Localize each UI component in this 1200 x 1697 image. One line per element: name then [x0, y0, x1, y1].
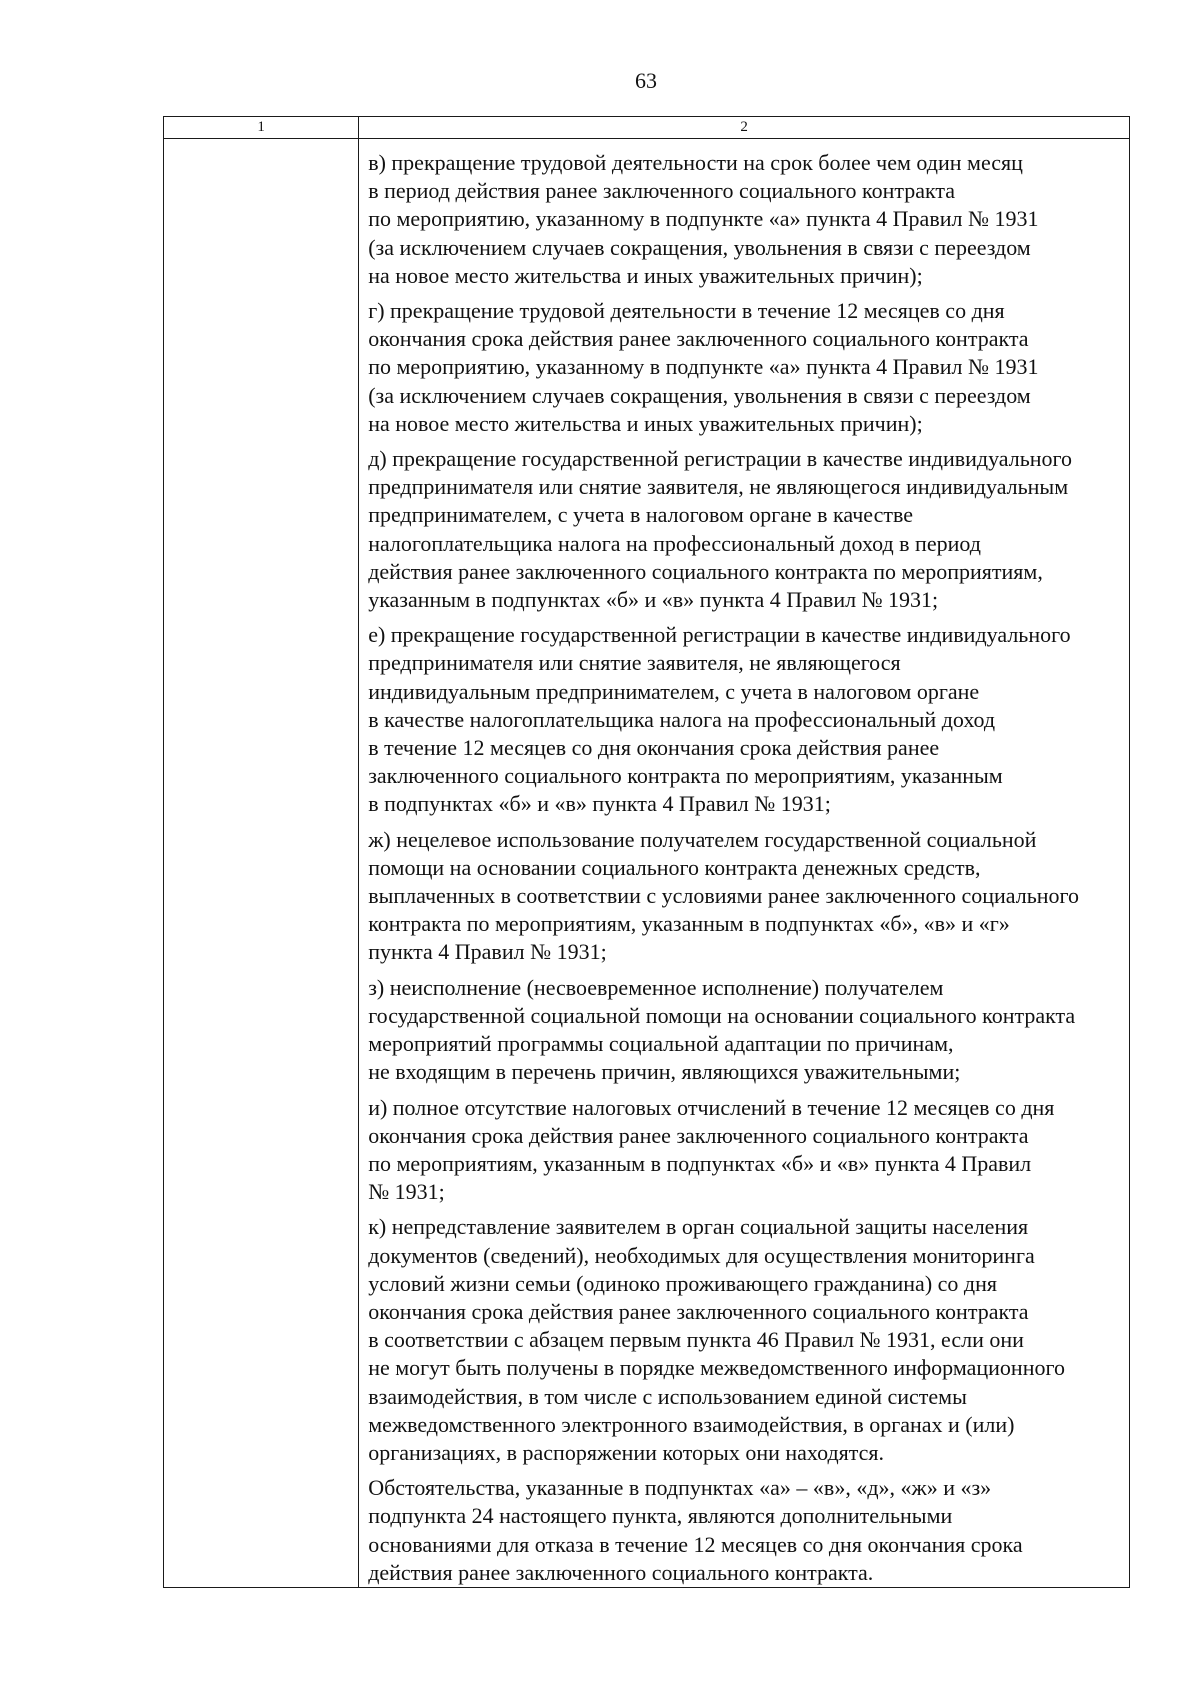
- text-line: основаниями для отказа в течение 12 месяцев со дня окончания срока: [368, 1531, 1023, 1557]
- text-line: к) непредставление заявителем в орган социальной защиты населения: [368, 1214, 1029, 1240]
- text-line: взаимодействия, в том числе с использованием единой системы: [368, 1383, 967, 1409]
- text-line: по мероприятиям, указанным в подпунктах «б» и «в» пункта 4 Правил: [368, 1150, 1032, 1176]
- text-line: мероприятий программы социальной адаптации по причинам,: [368, 1031, 954, 1057]
- text-line: подпункта 24 настоящего пункта, являются дополнительными: [368, 1503, 953, 1529]
- text-line: окончания срока действия ранее заключенного социального контракта: [368, 1122, 1029, 1148]
- text-line: е) прекращение государственной регистрации в качестве индивидуального: [368, 622, 1071, 648]
- text-line: помощи на основании социального контракта денежных средств,: [368, 854, 981, 880]
- text-line: на новое место жительства и иных уважительных причин);: [368, 410, 923, 436]
- closing-paragraph: [368, 1474, 1123, 1587]
- left-column-cell: [164, 139, 359, 1588]
- text-line: и) полное отсутствие налоговых отчислений в течение 12 месяцев со дня: [368, 1094, 1055, 1120]
- text-line: условий жизни семьи (одиноко проживающего гражданина) со дня: [368, 1270, 997, 1296]
- text-line: действия ранее заключенного социального контракта.: [368, 1559, 874, 1585]
- text-line: № 1931;: [368, 1179, 445, 1205]
- text-line: индивидуальным предпринимателем, с учета в налоговом органе: [368, 678, 980, 704]
- text-line: предпринимателем, с учета в налоговом органе в качестве: [368, 502, 914, 528]
- text-line: не могут быть получены в порядке межведомственного информационного: [368, 1355, 1065, 1381]
- text-line: предпринимателя или снятие заявителя, не являющегося индивидуальным: [368, 474, 1069, 500]
- text-line: по мероприятию, указанному в подпункте «а» пункта 4 Правил № 1931: [368, 206, 1039, 232]
- text-line: контракта по мероприятиям, указанным в подпунктах «б», «в» и «г»: [368, 911, 1010, 937]
- column-header-2: 2: [359, 117, 1130, 139]
- text-line: на новое место жительства и иных уважительных причин);: [368, 262, 923, 288]
- text-line: в качестве налогоплательщика налога на профессиональный доход: [368, 706, 996, 732]
- text-line: (за исключением случаев сокращения, увольнения в связи с переездом: [368, 382, 1031, 408]
- text-line: налогоплательщика налога на профессиональный доход в период: [368, 530, 981, 556]
- clause-d: [368, 445, 1123, 614]
- text-line: г) прекращение трудовой деятельности в течение 12 месяцев со дня: [368, 298, 1005, 324]
- text-line: документов (сведений), необходимых для осуществления мониторинга: [368, 1242, 1035, 1268]
- text-line: предпринимателя или снятие заявителя, не являющегося: [368, 650, 901, 676]
- table-header-row: [164, 117, 1130, 139]
- document-table: [163, 116, 1130, 1588]
- text-line: в подпунктах «б» и «в» пункта 4 Правил № 1931;: [368, 791, 831, 817]
- text-line: пункта 4 Правил № 1931;: [368, 939, 607, 965]
- text-line: в период действия ранее заключенного социального контракта: [368, 178, 956, 204]
- text-line: окончания срока действия ранее заключенного социального контракта: [368, 1298, 1029, 1324]
- clause-i: [368, 1094, 1123, 1207]
- clause-g: [368, 297, 1123, 438]
- clause-v: [368, 149, 1123, 290]
- clause-z: [368, 974, 1123, 1087]
- clause-k: [368, 1213, 1123, 1467]
- text-line: в) прекращение трудовой деятельности на срок более чем один месяц: [368, 150, 1023, 175]
- text-line: межведомственного электронного взаимодействия, в органах и (или): [368, 1411, 1015, 1437]
- text-line: организациях, в распоряжении которых они находятся.: [368, 1439, 885, 1465]
- text-line: заключенного социального контракта по мероприятиям, указанным: [368, 763, 1003, 789]
- page-number: 63: [635, 68, 657, 93]
- text-line: ж) нецелевое использование получателем государственной социальной: [368, 826, 1037, 852]
- text-line: д) прекращение государственной регистрации в качестве индивидуального: [368, 446, 1073, 472]
- text-line: действия ранее заключенного социального контракта по мероприятиям,: [368, 558, 1043, 584]
- table-row: [164, 139, 1130, 1588]
- text-line: указанным в подпунктах «б» и «в» пункта 4 Правил № 1931;: [368, 587, 939, 613]
- text-line: (за исключением случаев сокращения, увольнения в связи с переездом: [368, 234, 1031, 260]
- clause-zh: [368, 826, 1123, 967]
- clause-e: [368, 621, 1123, 818]
- text-line: государственной социальной помощи на основании социального контракта: [368, 1002, 1076, 1028]
- text-line: не входящим в перечень причин, являющихся уважительными;: [368, 1059, 961, 1085]
- right-column-cell: [359, 139, 1130, 1588]
- text-line: з) неисполнение (несвоевременное исполнение) получателем: [368, 974, 944, 1000]
- text-line: по мероприятию, указанному в подпункте «а» пункта 4 Правил № 1931: [368, 354, 1039, 380]
- text-line: Обстоятельства, указанные в подпунктах «а» – «в», «д», «ж» и «з»: [368, 1475, 992, 1501]
- column-header-1: 1: [164, 117, 359, 139]
- text-line: окончания срока действия ранее заключенного социального контракта: [368, 326, 1029, 352]
- text-line: в течение 12 месяцев со дня окончания срока действия ранее: [368, 735, 940, 761]
- text-line: в соответствии с абзацем первым пункта 46 Правил № 1931, если они: [368, 1327, 1024, 1353]
- text-line: выплаченных в соответствии с условиями ранее заключенного социального: [368, 883, 1079, 909]
- clauses-list: [368, 149, 1123, 1587]
